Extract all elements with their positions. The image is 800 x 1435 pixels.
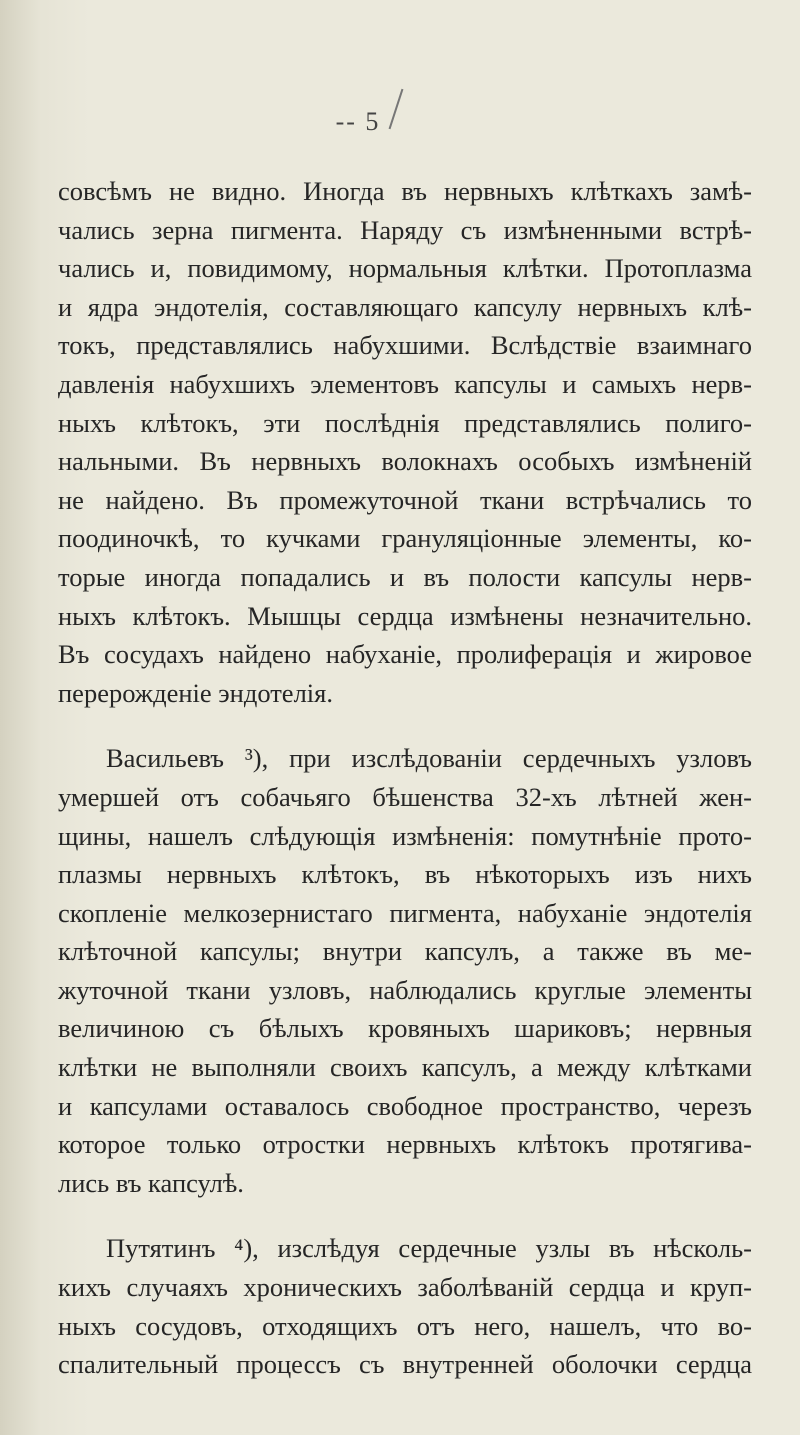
text-line: давленія набухшихъ элементовъ капсулы и самыхъ нерв- [58,368,752,399]
text-line: Въ сосудахъ найдено набуханіе, пролиферація и жировое [58,639,752,670]
paragraph-2 [58,739,752,1202]
paragraph-3 [58,1229,752,1383]
page-number: -- 5 [335,107,381,136]
text-line: клѣтки не выполняли своихъ капсулъ, а между клѣтками [58,1052,752,1083]
text-line: которое только отростки нервныхъ клѣтокъ протягива- [58,1129,752,1160]
text-line: жуточной ткани узловъ, наблюдались круглые элементы [58,974,752,1005]
text-line: и капсулами оставалось свободное пространство, черезъ [58,1090,752,1121]
text-line: нальными. Въ нервныхъ волокнахъ особыхъ измѣненій [58,446,752,477]
text-line: чались зерна пигмента. Наряду съ измѣненными встрѣ- [58,214,752,245]
text-line: клѣточной капсулы; внутри капсулъ, а также въ ме- [58,936,752,967]
text-line: ныхъ клѣтокъ. Мышцы сердца измѣнены незначительно. [58,600,752,631]
text-line: не найдено. Въ промежуточной ткани встрѣчались то [58,484,752,515]
text-line: чались и, повидимому, нормальныя клѣтки. Протоплазма [58,253,752,284]
text-line: поодиночкѣ, то кучками грануляціонные элементы, ко- [58,523,752,554]
text-line: ныхъ клѣтокъ, эти послѣднія представлялись полиго- [58,407,752,438]
text-body [58,172,752,1384]
text-line: торые иногда попадались и въ полости капсулы нерв- [58,561,752,592]
text-line: лись въ капсулѣ. [58,1167,244,1198]
text-line: Васильевъ ³), при изслѣдованіи сердечныхъ узловъ [106,743,752,774]
text-line: совсѣмъ не видно. Иногда въ нервныхъ клѣткахъ замѣ- [58,176,752,206]
text-line: кихъ случаяхъ хроническихъ заболѣваній сердца и круп- [58,1272,752,1303]
text-line: величиною съ бѣлыхъ кровяныхъ шариковъ; нервныя [58,1013,752,1044]
text-line: скопленіе мелкозернистаго пигмента, набуханіе эндотелія [58,897,752,928]
text-line: щины, нашелъ слѣдующія измѣненія: помутнѣніе прото- [58,820,752,851]
text-line: плазмы нервныхъ клѣтокъ, въ нѣкоторыхъ изъ нихъ [58,859,752,890]
text-line: ныхъ сосудовъ, отходящихъ отъ него, нашелъ, что во- [58,1310,752,1341]
text-line: умершей отъ собачьяго бѣшенства 32-хъ лѣтней жен- [58,781,752,812]
text-line: токъ, представлялись набухшими. Вслѣдствіе взаимнаго [58,330,752,361]
text-line: спалительный процессъ съ внутренней оболочки сердца [58,1349,752,1380]
text-line: и ядра эндотелія, составляющаго капсулу нервныхъ клѣ- [58,291,752,322]
text-line: перерожденіе эндотелія. [58,677,333,708]
text-line: Путятинъ ⁴), изслѣдуя сердечные узлы въ нѣсколь- [106,1233,752,1264]
paragraph-1 [58,172,752,712]
